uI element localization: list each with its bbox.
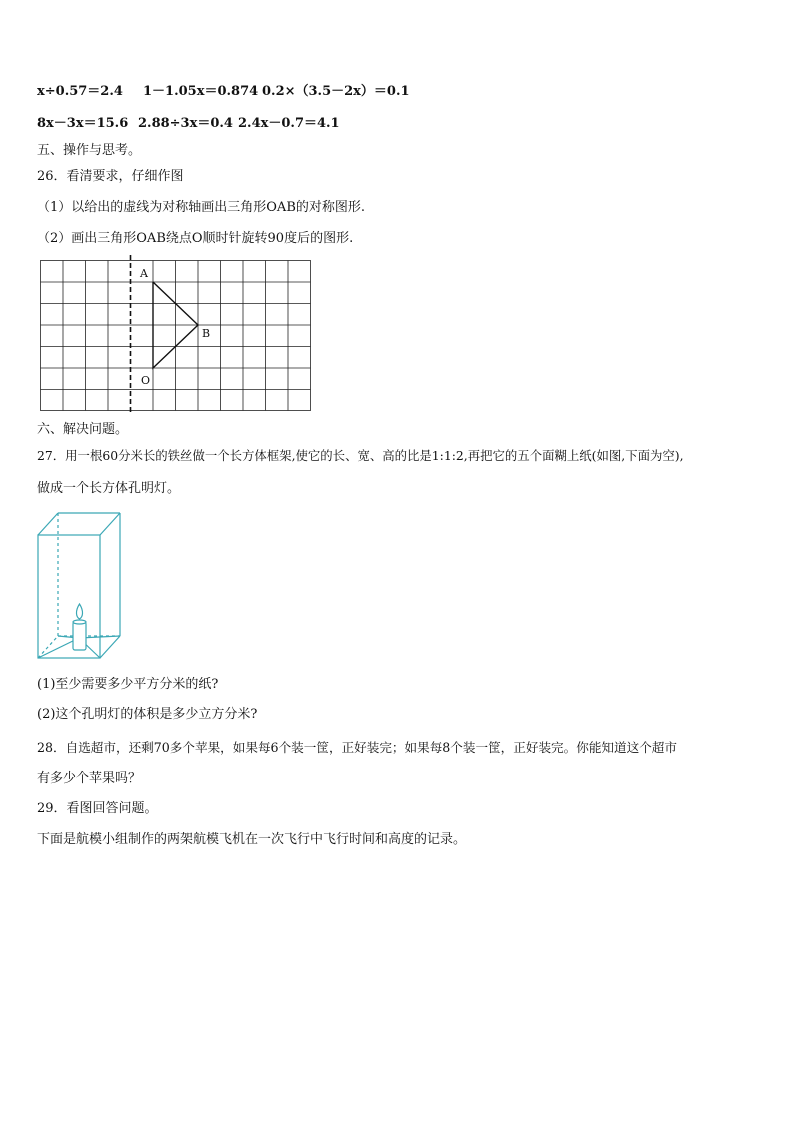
- question-27-sub-2: (2)这个孔明灯的体积是多少立方分米?: [37, 707, 258, 722]
- equation-2: 1－1.05x＝0.874: [143, 84, 259, 99]
- section-6-title: 六、解决问题。: [37, 422, 129, 437]
- question-27-line-1: 27．用一根60分米长的铁丝做一个长方体框架,使它的长、宽、高的比是1:1:2,再把它的五个面糊上纸(如图,下面为空),: [37, 448, 684, 463]
- question-26-part-2: （2）画出三角形OAB绕点O顺时针旋转90度后的图形.: [37, 231, 354, 246]
- point-o-label: O: [141, 374, 151, 387]
- question-27-line-2: 做成一个长方体孔明灯。: [37, 481, 181, 496]
- equation-3: 0.2×（3.5－2x）＝0.1: [262, 84, 410, 99]
- question-29-description: 下面是航模小组制作的两架航模飞机在一次飞行中飞行时间和高度的记录。: [37, 832, 467, 847]
- section-5-title: 五、操作与思考。: [37, 143, 142, 158]
- question-26-part-1: （1）以给出的虚线为对称轴画出三角形OAB的对称图形.: [37, 200, 366, 215]
- question-29-title: 29．看图回答问题。: [37, 801, 158, 816]
- question-28-line-1: 28．自选超市，还剩70多个苹果，如果每6个装一筐，正好装完；如果每8个装一筐，正好装完。你能知道这个超市: [37, 740, 677, 755]
- equation-1: x÷0.57＝2.4: [37, 84, 123, 99]
- question-27-sub-1: (1)至少需要多少平方分米的纸?: [37, 677, 219, 692]
- point-a-label: A: [140, 267, 148, 280]
- question-28-line-2: 有多少个苹果吗？: [37, 771, 142, 786]
- equation-4: 8x－3x＝15.6: [37, 116, 129, 131]
- question-26-title: 26．看清要求，仔细作图: [37, 169, 184, 184]
- candle-icon: [73, 604, 86, 650]
- point-b-label: B: [202, 327, 211, 340]
- equation-6: 2.4x－0.7＝4.1: [238, 116, 340, 131]
- equation-5: 2.88÷3x＝0.4: [138, 116, 233, 131]
